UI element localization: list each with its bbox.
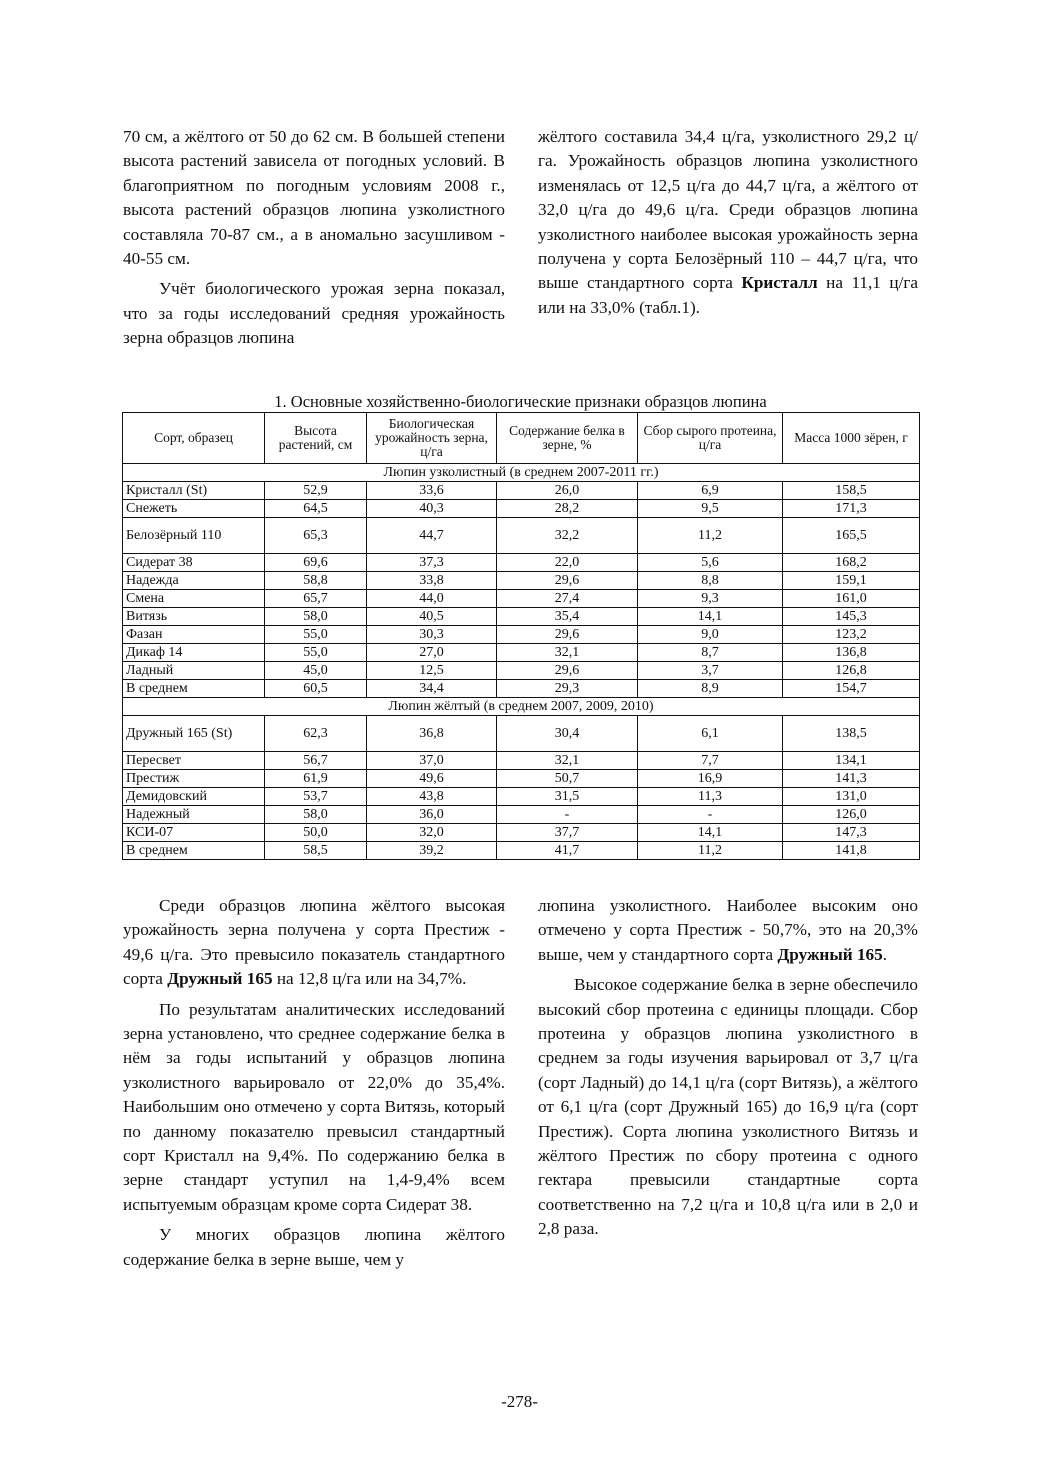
cell-value: 158,5 xyxy=(783,482,920,500)
cell-value: 62,3 xyxy=(265,716,367,752)
paragraph: По результатам аналитических исследований зерна установлено, что среднее содержание белка в нём за годы испытаний у образцов люпина узколистного варьировало от 22,0% до 35,4%. Наибольшим оно отмечено у сорта Витязь, который по данному показателю превысил стандартный сорт Кристалл на 9,4%. По содержанию белка в зерне стандарт уступил на 1,4-9,4% всем испытуемым образцам кроме сорта Сидерат 38. xyxy=(123,999,505,1214)
cell-variety: Надежда xyxy=(123,572,265,590)
cell-value: 134,1 xyxy=(783,752,920,770)
paragraph xyxy=(538,125,918,320)
cell-value: 29,6 xyxy=(497,626,638,644)
table-body xyxy=(123,464,920,860)
cell-value: 37,3 xyxy=(367,554,497,572)
table-row xyxy=(123,554,920,572)
cell-value: 52,9 xyxy=(265,482,367,500)
table-group-row xyxy=(123,464,920,482)
cell-value: 147,3 xyxy=(783,824,920,842)
text-column-top-left xyxy=(123,125,505,351)
cell-value: 14,1 xyxy=(638,824,783,842)
cell-variety: Снежеть xyxy=(123,500,265,518)
cell-value: 154,7 xyxy=(783,680,920,698)
cell-value: 65,3 xyxy=(265,518,367,554)
table-row xyxy=(123,626,920,644)
cell-value: 58,8 xyxy=(265,572,367,590)
table-row xyxy=(123,572,920,590)
cell-value: 16,9 xyxy=(638,770,783,788)
text-span: . xyxy=(882,944,888,964)
cell-value: 26,0 xyxy=(497,482,638,500)
cell-value: 31,5 xyxy=(497,788,638,806)
paragraph: 70 см, а жёлтого от 50 до 62 см. В большей степени высота растений зависела от погодных условий. В благоприятном по погодным условиям 2008 г., высота растений образцов люпина узколистного составляла 70-87 см., а в аномально засушливом - 40-55 см. xyxy=(123,127,505,269)
cell-value: 27,0 xyxy=(367,644,497,662)
cell-value: 40,3 xyxy=(367,500,497,518)
cell-value: 55,0 xyxy=(265,644,367,662)
cell-value: 30,3 xyxy=(367,626,497,644)
text-column-top-right xyxy=(538,125,918,320)
column-header: Сорт, образец xyxy=(123,413,265,464)
cell-value: 37,7 xyxy=(497,824,638,842)
column-header: Биологическая урожайность зерна, ц/га xyxy=(367,413,497,464)
cell-variety: В среднем xyxy=(123,842,265,860)
cell-variety: В среднем xyxy=(123,680,265,698)
cell-value: 30,4 xyxy=(497,716,638,752)
bold-term: Кристалл xyxy=(741,273,818,293)
cell-value: 64,5 xyxy=(265,500,367,518)
cell-value: 9,3 xyxy=(638,590,783,608)
table-row xyxy=(123,608,920,626)
paragraph: У многих образцов люпина жёлтого содержание белка в зерне выше, чем у xyxy=(123,1225,505,1269)
table-row xyxy=(123,716,920,752)
cell-value: 44,7 xyxy=(367,518,497,554)
cell-value: 29,3 xyxy=(497,680,638,698)
cell-value: 123,2 xyxy=(783,626,920,644)
column-header: Сбор сырого протеина, ц/га xyxy=(638,413,783,464)
cell-value: 32,0 xyxy=(367,824,497,842)
cell-value: 43,8 xyxy=(367,788,497,806)
cell-value: 32,1 xyxy=(497,644,638,662)
text-span: люпина узколистного. Наиболее высоким оно отмечено у сорта Престиж - 50,7%, это на 20,3% выше, чем у стандартного сорта xyxy=(538,896,918,964)
cell-variety: Сидерат 38 xyxy=(123,554,265,572)
table-row xyxy=(123,788,920,806)
cell-value: 45,0 xyxy=(265,662,367,680)
cell-value: 14,1 xyxy=(638,608,783,626)
cell-value: 32,2 xyxy=(497,518,638,554)
group-title: Люпин узколистный (в среднем 2007-2011 гг.) xyxy=(123,464,920,482)
cell-value: 126,0 xyxy=(783,806,920,824)
cell-variety: Пересвет xyxy=(123,752,265,770)
column-header: Содержание белка в зерне, % xyxy=(497,413,638,464)
cell-value: 61,9 xyxy=(265,770,367,788)
table-row xyxy=(123,662,920,680)
column-header: Масса 1000 зёрен, г xyxy=(783,413,920,464)
paragraph xyxy=(538,894,918,967)
cell-value: 8,8 xyxy=(638,572,783,590)
cell-value: 58,0 xyxy=(265,806,367,824)
cell-value: 58,5 xyxy=(265,842,367,860)
cell-variety: Демидовский xyxy=(123,788,265,806)
cell-value: - xyxy=(497,806,638,824)
cell-variety: Смена xyxy=(123,590,265,608)
cell-value: 159,1 xyxy=(783,572,920,590)
table-row xyxy=(123,680,920,698)
cell-value: 69,6 xyxy=(265,554,367,572)
cell-value: 136,8 xyxy=(783,644,920,662)
cell-variety: Дружный 165 (St) xyxy=(123,716,265,752)
text-column-bottom-left xyxy=(123,894,505,1272)
cell-variety: Кристалл (St) xyxy=(123,482,265,500)
cell-variety: Престиж xyxy=(123,770,265,788)
cell-value: 141,8 xyxy=(783,842,920,860)
bold-term: Дружный 165 xyxy=(167,969,273,989)
cell-value: 8,9 xyxy=(638,680,783,698)
cell-value: 11,2 xyxy=(638,842,783,860)
cell-value: 33,8 xyxy=(367,572,497,590)
cell-value: 12,5 xyxy=(367,662,497,680)
cell-value: 29,6 xyxy=(497,662,638,680)
cell-value: - xyxy=(638,806,783,824)
table-row xyxy=(123,590,920,608)
cell-value: 9,0 xyxy=(638,626,783,644)
cell-value: 27,4 xyxy=(497,590,638,608)
cell-value: 28,2 xyxy=(497,500,638,518)
cell-value: 49,6 xyxy=(367,770,497,788)
cell-variety: Витязь xyxy=(123,608,265,626)
table-row xyxy=(123,644,920,662)
cell-value: 44,0 xyxy=(367,590,497,608)
cell-value: 34,4 xyxy=(367,680,497,698)
table-header-row xyxy=(123,413,920,464)
cell-value: 22,0 xyxy=(497,554,638,572)
table-row xyxy=(123,770,920,788)
paragraph xyxy=(123,894,505,992)
cell-value: 33,6 xyxy=(367,482,497,500)
table-row xyxy=(123,824,920,842)
table-row xyxy=(123,482,920,500)
cell-value: 36,8 xyxy=(367,716,497,752)
table-row xyxy=(123,806,920,824)
text-span: на 11,1 ц/га или на 33,0% (табл.1). xyxy=(538,273,919,317)
cell-value: 29,6 xyxy=(497,572,638,590)
cell-variety: Надежный xyxy=(123,806,265,824)
table-caption: 1. Основные хозяйственно-биологические признаки образцов люпина xyxy=(274,392,767,411)
cell-value: 6,9 xyxy=(638,482,783,500)
cell-value: 41,7 xyxy=(497,842,638,860)
text-span: на 12,8 ц/га или на 34,7%. xyxy=(276,969,467,989)
table-row xyxy=(123,752,920,770)
cell-value: 161,0 xyxy=(783,590,920,608)
table-row xyxy=(123,500,920,518)
cell-value: 56,7 xyxy=(265,752,367,770)
cell-value: 131,0 xyxy=(783,788,920,806)
cell-value: 36,0 xyxy=(367,806,497,824)
paragraph: Высокое содержание белка в зерне обеспечило высокий сбор протеина с единицы площади. Сбор протеина у образцов люпина узколистного в среднем за годы изучения варьировал от 3,7 ц/га (сорт Ладный) до 14,1 ц/га (сорт Витязь), а жёлтого от 6,1 ц/га (сорт Дружный 165) до 16,9 ц/га (сорт Престиж). Сорта люпина узколистного Витязь и жёлтого Престиж по сбору протеина с одного гектара превысили стандартные сорта соответственно на 7,2 ц/га и 10,8 ц/га или в 2,0 и 2,8 раза. xyxy=(538,975,918,1239)
table-row xyxy=(123,518,920,554)
cell-value: 60,5 xyxy=(265,680,367,698)
cell-variety: Дикаф 14 xyxy=(123,644,265,662)
cell-value: 50,7 xyxy=(497,770,638,788)
column-header: Высота растений, см xyxy=(265,413,367,464)
cell-variety: КСИ-07 xyxy=(123,824,265,842)
cell-variety: Фазан xyxy=(123,626,265,644)
table-row xyxy=(123,842,920,860)
cell-value: 145,3 xyxy=(783,608,920,626)
cell-value: 126,8 xyxy=(783,662,920,680)
cell-value: 138,5 xyxy=(783,716,920,752)
cell-value: 5,6 xyxy=(638,554,783,572)
cell-value: 35,4 xyxy=(497,608,638,626)
cell-value: 53,7 xyxy=(265,788,367,806)
paragraph: Учёт биологического урожая зерна показал, что за годы исследований средняя урожайность зерна образцов люпина xyxy=(123,279,505,348)
text-span: Среди образцов люпина жёлтого высокая урожайность зерна получена у сорта Престиж - 49,6 ц/га. Это превысило показатель стандартного сорта xyxy=(123,896,505,989)
cell-value: 40,5 xyxy=(367,608,497,626)
cell-value: 141,3 xyxy=(783,770,920,788)
cell-value: 11,2 xyxy=(638,518,783,554)
page-number: -278- xyxy=(501,1392,538,1411)
cell-value: 168,2 xyxy=(783,554,920,572)
bold-term: Дружный 165 xyxy=(777,944,883,964)
data-table xyxy=(122,412,920,860)
cell-value: 8,7 xyxy=(638,644,783,662)
cell-value: 6,1 xyxy=(638,716,783,752)
cell-variety: Ладный xyxy=(123,662,265,680)
cell-value: 39,2 xyxy=(367,842,497,860)
cell-value: 65,7 xyxy=(265,590,367,608)
cell-value: 9,5 xyxy=(638,500,783,518)
text-span: жёлтого составила 34,4 ц/га, узколистного 29,2 ц/га. Урожайность образцов люпина узколистного изменялась от 12,5 ц/га до 44,7 ц/га, а жёлтого от 32,0 ц/га до 49,6 ц/га. Среди образцов люпина узколистного наиболее высокая урожайность зерна получена у сорта Белозёрный 110 – 44,7 ц/га, что выше стандартного сорта xyxy=(538,127,918,293)
cell-value: 3,7 xyxy=(638,662,783,680)
cell-value: 37,0 xyxy=(367,752,497,770)
cell-variety: Белозёрный 110 xyxy=(123,518,265,554)
cell-value: 165,5 xyxy=(783,518,920,554)
cell-value: 32,1 xyxy=(497,752,638,770)
group-title: Люпин жёлтый (в среднем 2007, 2009, 2010) xyxy=(123,698,920,716)
cell-value: 58,0 xyxy=(265,608,367,626)
table-group-row xyxy=(123,698,920,716)
cell-value: 7,7 xyxy=(638,752,783,770)
cell-value: 11,3 xyxy=(638,788,783,806)
cell-value: 55,0 xyxy=(265,626,367,644)
text-column-bottom-right xyxy=(538,894,918,1242)
cell-value: 50,0 xyxy=(265,824,367,842)
cell-value: 171,3 xyxy=(783,500,920,518)
